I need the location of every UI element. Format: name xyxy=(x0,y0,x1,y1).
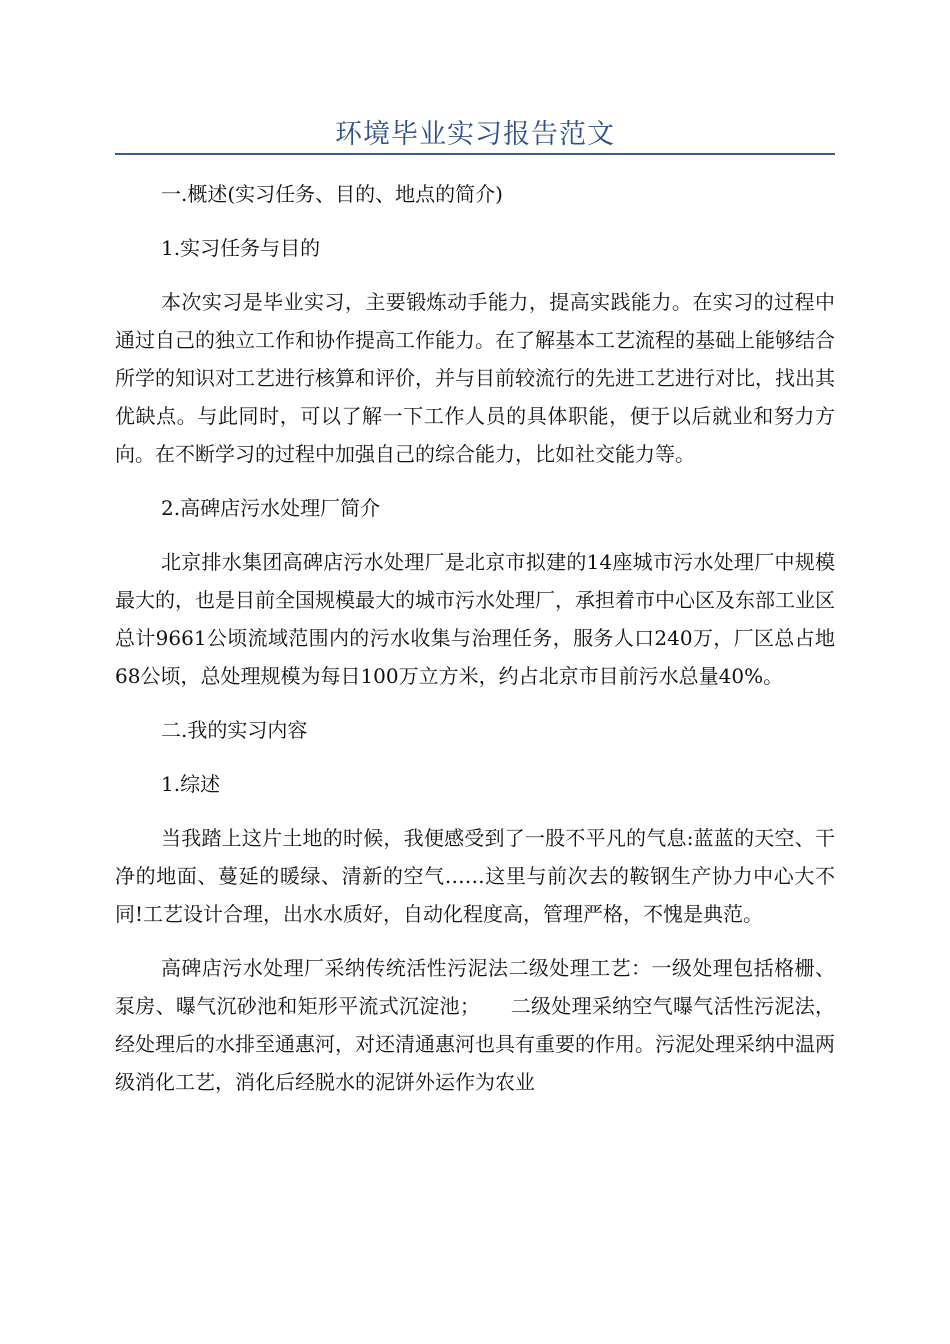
document-body xyxy=(115,175,835,1117)
title-underline xyxy=(115,153,835,155)
section-heading-overview: 一.概述(实习任务、目的、地点的简介) xyxy=(161,182,503,206)
subsection-heading-summary: 1.综述 xyxy=(161,772,221,796)
document-title: 环境毕业实习报告范文 xyxy=(335,119,615,150)
subsection-heading-plant-intro: 2.高碑店污水处理厂简介 xyxy=(161,496,381,520)
paragraph-summary-process: 高碑店污水处理厂采纳传统活性污泥法二级处理工艺：一级处理包括格栅、泵房、曝气沉砂池和矩形平流式沉淀池； 二级处理采纳空气曝气活性污泥法，经处理后的水排至通惠河，对还清通惠河也具有重要的作用。污泥处理采纳中温两级消化工艺，消化后经脱水的泥饼外运作为农业 xyxy=(115,956,835,1094)
paragraph-plant-intro: 北京排水集团高碑店污水处理厂是北京市拟建的14座城市污水处理厂中规模最大的，也是目前全国规模最大的城市污水处理厂，承担着市中心区及东部工业区总计9661公顷流域范围内的污水收集与治理任务，服务人口240万，厂区总占地68公顷，总处理规模为每日100万立方米，约占北京市目前污水总量40%。 xyxy=(115,550,835,688)
paragraph-summary-impression: 当我踏上这片土地的时候，我便感受到了一股不平凡的气息:蓝蓝的天空、干净的地面、蔓延的暖绿、清新的空气……这里与前次去的鞍钢生产协力中心大不同!工艺设计合理，出水水质好，自动化程度高，管理严格，不愧是典范。 xyxy=(115,826,835,926)
paragraph-task-purpose: 本次实习是毕业实习，主要锻炼动手能力，提高实践能力。在实习的过程中通过自己的独立工作和协作提高工作能力。在了解基本工艺流程的基础上能够结合所学的知识对工艺进行核算和评价，并与目前较流行的先进工艺进行对比，找出其优缺点。与此同时，可以了解一下工作人员的具体职能，便于以后就业和努力方向。在不断学习的过程中加强自己的综合能力，比如社交能力等。 xyxy=(115,290,835,466)
section-heading-internship-content: 二.我的实习内容 xyxy=(161,718,308,742)
subsection-heading-task-purpose: 1.实习任务与目的 xyxy=(161,236,321,260)
